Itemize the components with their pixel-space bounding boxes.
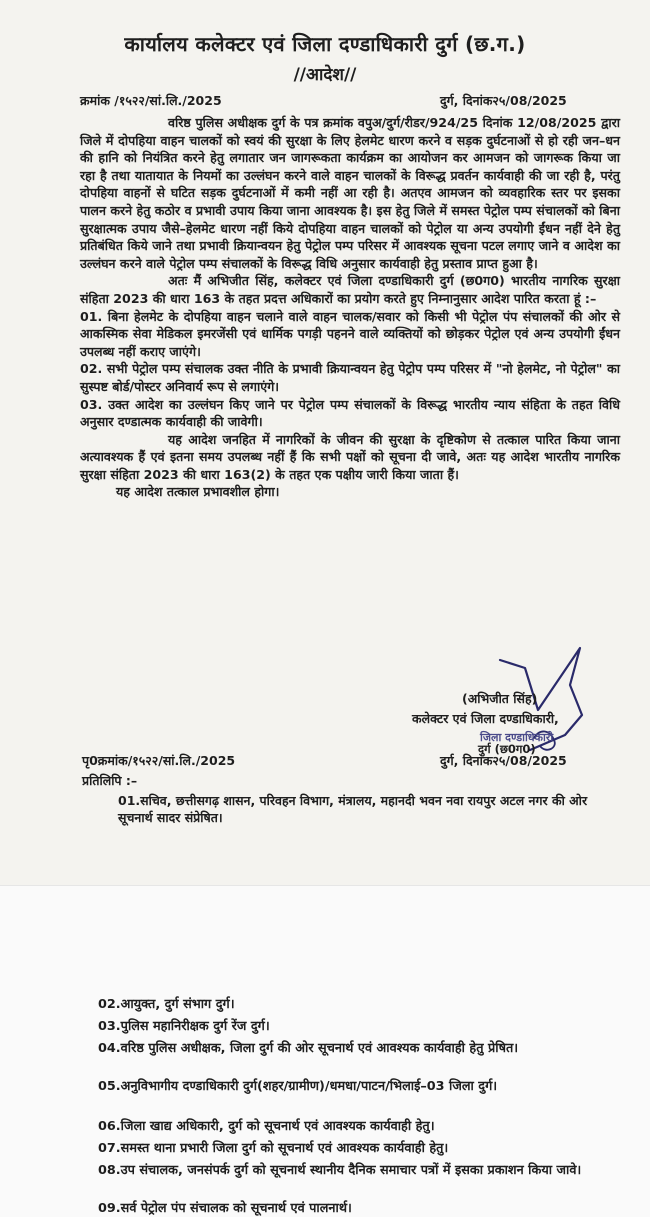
order-number: क्रमांक /१५२२/सां.लि./2025 — [80, 93, 222, 108]
copy-recipient-1: 01.सचिव, छत्तीसगढ़ शासन, परिवहन विभाग, मंत्रालय, महानदी भवन नवा रायपुर अटल नगर की ओर सूचनार्थ सादर संप्रेषित। — [118, 793, 588, 825]
signatory-place: दुर्ग (छ0ग0) — [478, 742, 536, 756]
paragraph-ex-parte: यह आदेश जनहित में नागरिकों के जीवन की सुरक्षा के दृष्टिकोण से तत्काल पारित किया जाना अत्यावश्यक हैं एवं इतना समय उपलब्ध नहीं हैं कि सभी पक्षों को सूचना दी जावे, अतः यह आदेश भारतीय नागरिक सुरक्षा संहिता 2023 की धारा 163(2) के तहत एक पक्षीय जारी किया जाता हैं। — [80, 431, 620, 482]
endorsement-date: दुर्ग, दिनांक२५/08/2025 — [440, 753, 567, 768]
endorsement-number: पृ0क्रमांक/१५२२/सां.लि./2025 — [82, 753, 236, 768]
official-stamp: जिला दण्डाधिकारी — [480, 731, 554, 744]
order-body — [80, 114, 620, 501]
office-title: कार्यालय कलेक्टर एवं जिला दण्डाधिकारी दुर्ग (छ.ग.) — [124, 32, 526, 56]
copy-recipient-6: 06.जिला खाद्य अधिकारी, दुर्ग को सूचनार्थ एवं आवश्यक कार्यवाही हेतु। — [98, 1119, 435, 1134]
paragraph-order-intro: अतः मैं अभिजीत सिंह, कलेक्टर एवं जिला दण्डाधिकारी दुर्ग (छ0ग0) भारतीय नागरिक सुरक्षा संहिता 2023 की धारा 163 के तहत प्रदत्त अधिकारों का प्रयोग करते हुए निम्नानुसार आदेश पारित करता हूं :– — [80, 273, 620, 306]
copy-recipient-8: 08.उप संचालक, जनसंपर्क दुर्ग को सूचनार्थ स्थानीय दैनिक समाचार पत्रों में इसका प्रकाशन किया जावे। — [98, 1163, 582, 1178]
paragraph-background: वरिष्ठ पुलिस अधीक्षक दुर्ग के पत्र क्रमांक वपुअ/दुर्ग/रीडर/924/25 दिनांक 12/08/2025 द्वारा जिले में दोपहिया वाहन चालकों को स्वयं की सुरक्षा के लिए हेलमेट धारण करने व सड़क दुर्घटनाओं से हो रही जन–धन की हानि को नियंत्रित करने हेतु लगातार जन जागरूकता कार्यक्रम का आयोजन कर आमजन को जागरूक किया जा रहा है तथा यातायात के नियमों का उल्लंघन करने वाले वाहन चालकों के विरूद्ध प्रवर्तन कार्यवाही की जा रही है, परंतु दोपहिया वाहनों से घटित सड़क दुर्घटनाओं में कमी नहीं आ रही है। अतएव आमजन को व्यवहारिक स्तर पर इसका पालन करने हेतु कठोर व प्रभावी उपाय किया जाना आवश्यक है। इस हेतु जिले में समस्त पेट्रोल पम्प संचालकों को बिना सुरक्षात्मक उपाय जैसे–हेलमेट धारण नहीं किये दोपहिया वाहन चालकों को पेट्रोल या अन्य उपयोगी ईंधन नहीं देने हेतु प्रतिबंधित किये जाने तथा प्रभावी क्रियान्वयन हेतु पेट्रोल पम्प परिसर में आवश्यक सूचना पटल लगाए जाने व आदेश का उल्लंघन करने वाले पेट्रोल पम्प संचालकों के विरूद्ध विधि अनुसार कार्यवाही हेतु प्रस्ताव प्राप्त हुआ है। — [80, 115, 620, 271]
order-item-2: 02. सभी पेट्रोल पम्प संचालक उक्त नीति के प्रभावी क्रियान्वयन हेतु पेट्रोप पम्प परिसर में "नो हेलमेट, नो पेट्रोल" का सुस्पष्ट बोर्ड/पोस्टर अनिवार्य रूप से लगाएंगे। — [80, 361, 620, 394]
copy-recipient-5: 05.अनुविभागीय दण्डाधिकारी दुर्ग(शहर/ग्रामीण)/धमधा/पाटन/भिलाई–03 जिला दुर्ग। — [98, 1079, 498, 1094]
order-heading: //आदेश// — [293, 65, 357, 85]
document-page-2 — [0, 885, 650, 1217]
copy-recipient-9: 09.सर्व पेट्रोल पंप संचालक को सूचनार्थ एवं पालनार्थ। — [98, 1201, 352, 1216]
order-date: दुर्ग, दिनांक२५/08/2025 — [440, 93, 567, 108]
signatory-designation: कलेक्टर एवं जिला दण्डाधिकारी, — [412, 711, 559, 726]
signatory-name: (अभिजीत सिंह) — [462, 691, 538, 706]
paragraph-effective: यह आदेश तत्काल प्रभावशील होगा। — [116, 484, 280, 500]
order-item-1: 01. बिना हेलमेट के दोपहिया वाहन चलाने वाले वाहन चालक/सवार को किसी भी पेट्रोल पंप संचालकों की ओर से आकस्मिक सेवा मेडिकल इमरजेंसी एवं धार्मिक पगड़ी पहनने वाले व्यक्तियों को छोड़कर पेट्रोल एवं अन्य उपयोगी ईंधन उपलब्ध नहीं कराए जाएंगे। — [80, 308, 620, 359]
copy-recipient-7: 07.समस्त थाना प्रभारी जिला दुर्ग को सूचनार्थ एवं आवश्यक कार्यवाही हेतु। — [98, 1141, 449, 1156]
copy-recipient-2: 02.आयुक्त, दुर्ग संभाग दुर्ग। — [98, 997, 235, 1012]
order-item-3: 03. उक्त आदेश का उल्लंघन किए जाने पर पेट्रोल पम्प संचालकों के विरूद्ध भारतीय न्याय संहिता के तहत विधि अनुसार दण्डात्मक कार्यवाही की जावेगी। — [80, 396, 620, 430]
copy-recipient-4: 04.वरिष्ठ पुलिस अधीक्षक, जिला दुर्ग की ओर सूचनार्थ एवं आवश्यक कार्यवाही हेतु प्रेषित। — [98, 1041, 519, 1056]
copy-to-label: प्रतिलिपि :– — [82, 773, 138, 788]
copy-recipient-3: 03.पुलिस महानिरीक्षक दुर्ग रेंज दुर्ग। — [98, 1019, 270, 1034]
